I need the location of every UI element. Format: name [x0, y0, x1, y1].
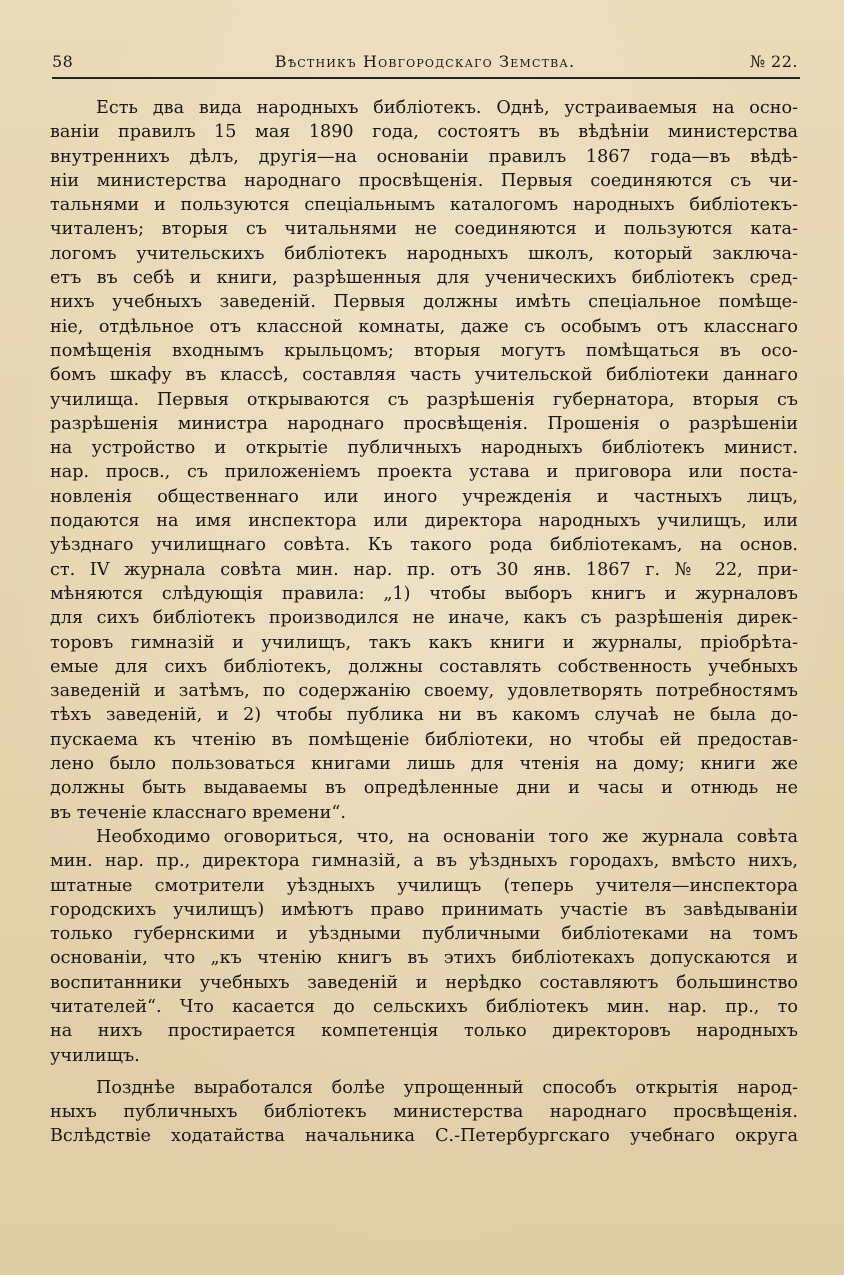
text-line: новленія общественнаго или иного учрежденія и частныхъ лицъ, — [50, 486, 798, 507]
text-line: пускаема къ чтенію въ помѣщеніе библіотеки, но чтобы ей предостав- — [50, 729, 798, 750]
text-line: тѣхъ заведеній, и 2) чтобы публика ни въ какомъ случаѣ не была до- — [50, 705, 798, 726]
text-line: етъ въ себѣ и книги, разрѣшенныя для ученическихъ библіотекъ сред- — [50, 268, 798, 289]
text-line: читателей“. Что касается до сельскихъ библіотекъ мин. нар. пр., то — [50, 996, 798, 1017]
text-line: подаются на имя инспектора или директора народныхъ училищъ, или — [50, 511, 798, 532]
text-line: бомъ шкафу въ классѣ, составляя часть учительской библіотеки даннаго — [50, 365, 798, 386]
paragraph-1 — [50, 96, 798, 825]
issue-number: № 22. — [749, 52, 798, 71]
text-line: Вслѣдствіе ходатайства начальника С.-Петербургскаго учебнаго округа — [50, 1126, 798, 1147]
page-number: 58 — [52, 52, 74, 71]
text-line: въ теченіе класснаго времени“. — [50, 802, 346, 823]
text-line: торовъ гимназій и училищъ, такъ какъ книги и журналы, пріобрѣта- — [50, 632, 798, 653]
text-line: городскихъ училищъ) имѣютъ право принимать участіе въ завѣдываніи — [50, 899, 798, 920]
text-line: ніе, отдѣльное отъ классной комнаты, даже съ особымъ отъ класснаго — [50, 316, 798, 337]
text-line: заведеній и затѣмъ, по содержанію своему, удовлетворять потребностямъ — [50, 681, 798, 702]
text-line: мин. нар. пр., директора гимназій, а въ уѣздныхъ городахъ, вмѣсто нихъ, — [50, 851, 798, 872]
text-line: читаленъ; вторыя съ читальнями не соединяются и пользуются ката- — [50, 219, 798, 240]
text-line: нихъ учебныхъ заведеній. Первыя должны имѣть спеціальное помѣще- — [50, 292, 798, 313]
text-line: емые для сихъ библіотекъ, должны составлять собственность учебныхъ — [50, 656, 798, 677]
text-line: тальнями и пользуются спеціальнымъ каталогомъ народныхъ библіотекъ- — [50, 195, 798, 216]
text-line: Есть два вида народныхъ библіотекъ. Однѣ, устраиваемыя на осно- — [96, 98, 798, 118]
text-line: для сихъ библіотекъ производился не иначе, какъ съ разрѣшенія дирек- — [50, 608, 798, 629]
text-line: внутреннихъ дѣлъ, другія—на основаніи правилъ 1867 года—въ вѣдѣ- — [50, 146, 798, 167]
text-line: только губернскими и уѣздными публичными библіотеками на томъ — [50, 924, 798, 945]
text-line: Позднѣе выработался болѣе упрощенный способъ открытія народ- — [96, 1077, 798, 1098]
paragraph-2 — [50, 825, 798, 1068]
text-line: на устройство и открытіе публичныхъ народныхъ библіотекъ минист. — [50, 438, 798, 459]
text-line: лено было пользоваться книгами лишь для чтенія на дому; книги же — [50, 754, 798, 775]
text-line: училища. Первыя открываются съ разрѣшенія губернатора, вторыя съ — [50, 389, 798, 410]
text-line: помѣщенія входнымъ крыльцомъ; вторыя могутъ помѣщаться въ осо- — [50, 340, 798, 361]
text-line: на нихъ простирается компетенція только директоровъ народныхъ — [50, 1021, 798, 1042]
text-line: ваніи правилъ 15 мая 1890 года, состоятъ въ вѣдѣніи министерства — [50, 122, 798, 143]
text-line: штатные смотрители уѣздныхъ училищъ (теперь учителя—инспектора — [50, 875, 798, 896]
text-line: Необходимо оговориться, что, на основаніи того же журнала совѣта — [96, 826, 798, 847]
text-line: воспитанники учебныхъ заведеній и нерѣдко составляютъ большинство — [50, 972, 798, 993]
journal-title: Вѣстникъ Новгородскаго Земства. — [274, 52, 576, 71]
running-header — [52, 50, 798, 78]
text-line: основаніи, что „къ чтенію книгъ въ этихъ библіотекахъ допускаются и — [50, 948, 798, 969]
text-line: должны быть выдаваемы въ опредѣленные дни и часы и отнюдь не — [50, 778, 798, 799]
text-line: ніи министерства народнаго просвѣщенія. Первыя соединяются съ чи- — [50, 170, 798, 191]
text-line: разрѣшенія министра народнаго просвѣщенія. Прошенія о разрѣшеніи — [50, 413, 798, 434]
text-line: ныхъ публичныхъ библіотекъ министерства народнаго просвѣщенія. — [50, 1102, 798, 1123]
header-rule — [52, 77, 800, 79]
paragraph-3 — [50, 1076, 798, 1149]
text-line: логомъ учительскихъ библіотекъ народныхъ школъ, который заключа- — [50, 243, 798, 264]
text-line: уѣзднаго училищнаго совѣта. Къ такого рода библіотекамъ, на основ. — [50, 535, 798, 556]
text-line: мѣняются слѣдующія правила: „1) чтобы выборъ книгъ и журналовъ — [50, 583, 798, 604]
text-body — [50, 96, 798, 1149]
text-line: ст. IV журнала совѣта мин. нар. пр. отъ 30 янв. 1867 г. № 22, при- — [50, 559, 798, 580]
text-line: училищъ. — [50, 1045, 140, 1066]
text-line: нар. просв., съ приложеніемъ проекта устава и приговора или поста- — [50, 462, 798, 483]
